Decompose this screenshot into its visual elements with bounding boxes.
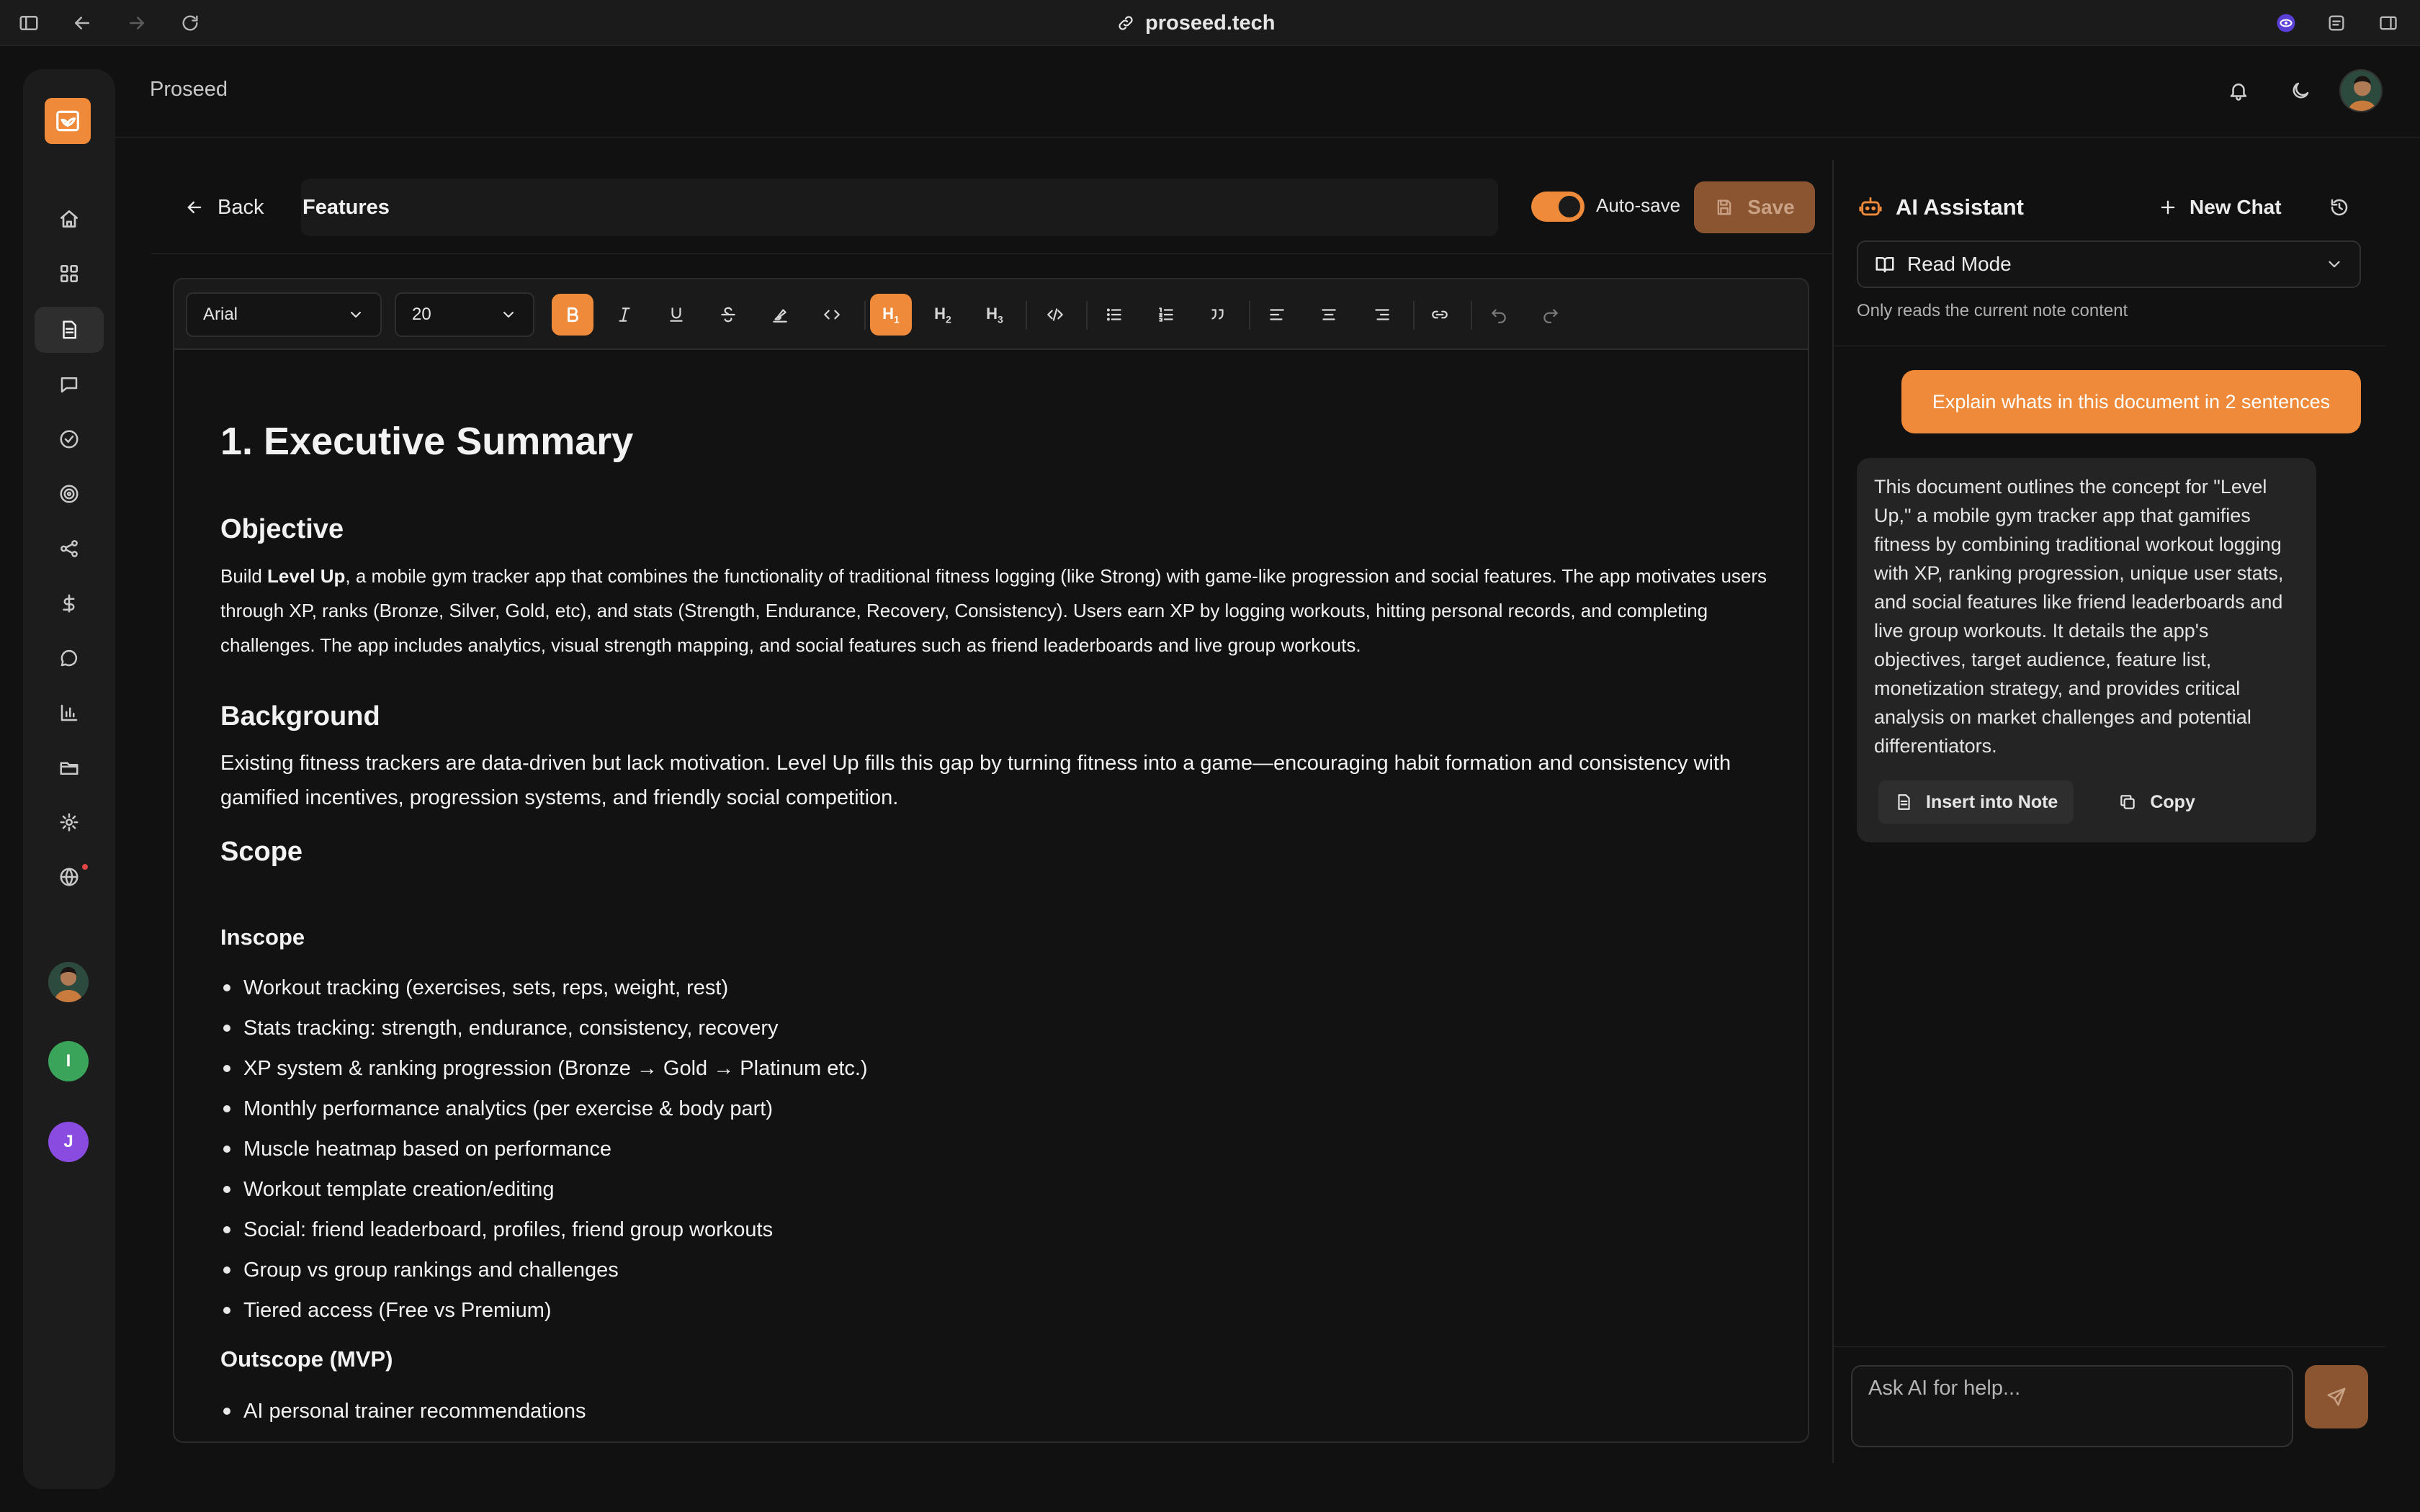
underline-icon bbox=[667, 305, 686, 324]
align-right-icon bbox=[1373, 305, 1392, 324]
font-size-select[interactable] bbox=[395, 292, 534, 337]
toolbar-divider bbox=[1413, 301, 1415, 330]
ai-response-text: This document outlines the concept for "Level Up," a mobile gym tracker app that gamifies fitness by combining traditional workout logging with XP, ranking progression, unique user stats, and social features like friend leaderboards and live group workouts. It details the app's objectives, target audience, feature list, monetization strategy, and provides critical analysis on market challenges and potential differentiators. bbox=[1874, 476, 2284, 757]
numbered-list-icon bbox=[1157, 305, 1175, 324]
redo-button[interactable] bbox=[1530, 294, 1572, 336]
ai-assistant-title: AI Assistant bbox=[1896, 194, 2025, 220]
quote-icon bbox=[1209, 305, 1227, 324]
mode-value: Read Mode bbox=[1907, 253, 2012, 275]
sidebar-item-files[interactable] bbox=[35, 744, 104, 791]
sidebar-item-chat[interactable] bbox=[35, 635, 104, 681]
doc-heading-1: 1. Executive Summary bbox=[220, 420, 634, 463]
list-item: Muscle heatmap based on performance bbox=[220, 1129, 868, 1169]
align-left-button[interactable] bbox=[1256, 294, 1298, 336]
insert-link-button[interactable] bbox=[1419, 294, 1461, 336]
sidebar-item-dashboard[interactable] bbox=[35, 251, 104, 297]
code-icon bbox=[823, 305, 841, 324]
moon-icon[interactable] bbox=[2285, 75, 2316, 107]
avatar-letter: J bbox=[63, 1132, 73, 1151]
ai-assistant-header bbox=[1858, 190, 2024, 225]
ai-input-divider bbox=[1834, 1346, 2385, 1347]
robot-icon bbox=[1858, 195, 1883, 220]
toolbar-divider bbox=[1026, 301, 1027, 330]
sidebar-item-messages[interactable] bbox=[35, 361, 104, 408]
inscope-heading: Inscope bbox=[220, 924, 305, 950]
new-chat-label: New Chat bbox=[2190, 196, 2282, 218]
level-up-bold: Level Up bbox=[267, 565, 346, 587]
toolbar-divider bbox=[864, 301, 866, 330]
toolbar-divider bbox=[1086, 301, 1088, 330]
sidebar-item-share[interactable] bbox=[35, 526, 104, 572]
insert-into-note-label: Insert into Note bbox=[1926, 791, 2058, 812]
save-button[interactable] bbox=[1694, 181, 1815, 233]
code-block-icon bbox=[1046, 305, 1065, 324]
address-bar[interactable] bbox=[1116, 9, 1276, 37]
sidebar-toggle-icon[interactable] bbox=[16, 10, 42, 36]
inscope-list bbox=[220, 968, 868, 1331]
copy-icon bbox=[2118, 793, 2137, 811]
chevron-down-icon bbox=[500, 306, 517, 323]
document-icon bbox=[58, 319, 80, 341]
objective-heading: Objective bbox=[220, 514, 344, 544]
app-logo[interactable] bbox=[45, 98, 91, 144]
list-item: XP system & ranking progression (Bronze → Gold → Platinum etc.) bbox=[220, 1048, 868, 1089]
target-icon bbox=[58, 483, 80, 505]
app-sidebar bbox=[23, 69, 115, 1489]
url-text: proseed.tech bbox=[1145, 11, 1276, 35]
list-item: Stats tracking: strength, endurance, consistency, recovery bbox=[220, 1008, 868, 1048]
undo-icon bbox=[1489, 305, 1508, 324]
list-item: Workout template creation/editing bbox=[220, 1169, 868, 1210]
align-right-button[interactable] bbox=[1361, 294, 1403, 336]
panel-divider bbox=[1832, 160, 1834, 1463]
save-label: Save bbox=[1747, 196, 1795, 218]
note-title-text: Features bbox=[302, 195, 390, 219]
notification-dot bbox=[82, 864, 88, 870]
highlight-button[interactable] bbox=[759, 294, 801, 336]
split-view-icon[interactable] bbox=[2375, 10, 2401, 36]
list-item: Workout tracking (exercises, sets, reps, weight, rest) bbox=[220, 968, 868, 1008]
rich-text-editor bbox=[173, 278, 1809, 1443]
back-arrow-icon[interactable] bbox=[69, 10, 95, 36]
user-avatar-j[interactable] bbox=[48, 1122, 89, 1162]
header-divider bbox=[115, 137, 2420, 138]
grid-icon bbox=[58, 262, 81, 285]
align-left-icon bbox=[1268, 305, 1286, 324]
italic-button[interactable] bbox=[604, 294, 645, 336]
formatting-toolbar bbox=[174, 279, 1808, 350]
heading-3-button[interactable] bbox=[974, 294, 1016, 336]
chevron-down-icon bbox=[347, 306, 364, 323]
autosave-label: Auto-save bbox=[1596, 194, 1681, 216]
toggle-knob bbox=[1559, 196, 1580, 217]
heading-3-icon: $H_3$ bbox=[986, 304, 1003, 325]
chevron-down-icon bbox=[2325, 255, 2344, 274]
avatar-letter: I bbox=[66, 1051, 71, 1071]
italic-icon bbox=[615, 305, 634, 324]
user-avatar-i[interactable] bbox=[48, 1041, 89, 1081]
bell-icon[interactable] bbox=[2223, 75, 2254, 107]
floppy-disk-icon bbox=[1714, 197, 1734, 217]
numbered-list-button[interactable] bbox=[1145, 294, 1187, 336]
extension-tabs-icon[interactable] bbox=[2323, 10, 2349, 36]
autosave-toggle[interactable] bbox=[1531, 192, 1585, 222]
list-item: Monthly performance analytics (per exercise & body part) bbox=[220, 1089, 868, 1129]
bold-button[interactable] bbox=[552, 294, 593, 336]
outscope-heading: Outscope (MVP) bbox=[220, 1346, 393, 1372]
ai-response-bubble bbox=[1857, 458, 2316, 842]
strikethrough-button[interactable] bbox=[707, 294, 749, 336]
app-title: Proseed bbox=[150, 78, 228, 101]
list-item: Tiered access (Free vs Premium) bbox=[220, 1290, 868, 1331]
copy-label: Copy bbox=[2150, 791, 2195, 812]
bullet-list-icon bbox=[1105, 305, 1124, 324]
sidebar-item-settings[interactable] bbox=[35, 799, 104, 845]
forward-arrow-icon[interactable] bbox=[124, 10, 150, 36]
chat-history-button[interactable] bbox=[2323, 192, 2355, 223]
sidebar-item-tasks[interactable] bbox=[35, 416, 104, 462]
browser-toolbar bbox=[0, 0, 2420, 46]
undo-button[interactable] bbox=[1478, 294, 1520, 336]
share-icon bbox=[58, 538, 80, 559]
redo-icon bbox=[1541, 305, 1560, 324]
extension-eye-icon[interactable] bbox=[2273, 10, 2299, 36]
insert-into-note-button[interactable] bbox=[1878, 780, 2074, 824]
link-icon bbox=[1430, 305, 1449, 324]
sidebar-item-notes[interactable] bbox=[35, 307, 104, 353]
back-label: Back bbox=[218, 195, 264, 219]
sidebar-item-home[interactable] bbox=[35, 196, 104, 242]
align-center-button[interactable] bbox=[1308, 294, 1350, 336]
inline-code-button[interactable] bbox=[811, 294, 853, 336]
chat-bubble-icon bbox=[58, 647, 80, 669]
list-item: Group vs group rankings and challenges bbox=[220, 1250, 868, 1290]
blockquote-button[interactable] bbox=[1197, 294, 1239, 336]
scope-heading: Scope bbox=[220, 837, 303, 867]
reload-icon[interactable] bbox=[177, 10, 203, 36]
editor-header-divider bbox=[151, 253, 1834, 254]
history-icon bbox=[2329, 197, 2350, 218]
note-title-input[interactable] bbox=[301, 179, 1498, 236]
heading-2-icon: $H_2$ bbox=[934, 304, 951, 325]
user-avatar-photo[interactable] bbox=[48, 962, 89, 1002]
bar-chart-icon bbox=[58, 702, 80, 724]
font-family-value: Arial bbox=[203, 305, 238, 324]
heading-2-button[interactable] bbox=[922, 294, 964, 336]
align-center-icon bbox=[1319, 305, 1338, 324]
background-paragraph: Existing fitness trackers are data-driven but lack motivation. Level Up fills this gap by turning fitness into a game—encouraging habit formation and consistency with gamified incentives, progression systems, and friendly social competition. bbox=[220, 752, 1731, 809]
mode-select[interactable] bbox=[1857, 240, 2361, 288]
heading-1-button[interactable] bbox=[870, 294, 912, 336]
bold-icon bbox=[563, 305, 582, 324]
list-item: AI personal trainer recommendations bbox=[220, 1391, 586, 1431]
background-heading: Background bbox=[220, 701, 380, 732]
mode-hint: Only reads the current note content bbox=[1857, 301, 2128, 320]
link-icon bbox=[1116, 14, 1135, 32]
outscope-list bbox=[220, 1391, 586, 1431]
gear-icon bbox=[58, 811, 80, 833]
send-button[interactable] bbox=[2305, 1365, 2368, 1428]
toolbar-divider bbox=[1471, 301, 1472, 330]
arrow-left-icon bbox=[184, 197, 205, 217]
user-message-bubble bbox=[1901, 370, 2361, 433]
dollar-icon bbox=[58, 593, 80, 614]
check-circle-icon bbox=[58, 428, 80, 450]
copy-button[interactable] bbox=[2102, 780, 2211, 824]
heading-1-icon: $H_1$ bbox=[882, 304, 900, 325]
underline-button[interactable] bbox=[655, 294, 697, 336]
home-icon bbox=[58, 207, 81, 230]
document-icon bbox=[1894, 793, 1913, 811]
strikethrough-icon bbox=[719, 305, 738, 324]
highlighter-icon bbox=[771, 305, 789, 324]
sidebar-item-analytics[interactable] bbox=[35, 690, 104, 736]
user-message-text: Explain whats in this document in 2 sentences bbox=[1932, 390, 2331, 413]
list-item: Social: friend leaderboard, profiles, friend group workouts bbox=[220, 1210, 868, 1250]
plus-icon bbox=[2158, 197, 2178, 217]
sidebar-item-web[interactable] bbox=[35, 854, 104, 900]
header-user-avatar[interactable] bbox=[2339, 69, 2383, 112]
font-size-value: 20 bbox=[412, 305, 431, 324]
send-icon bbox=[2326, 1386, 2347, 1408]
ai-response-actions bbox=[1878, 780, 2211, 824]
toolbar-divider bbox=[1249, 301, 1250, 330]
ask-ai-input[interactable] bbox=[1851, 1365, 2293, 1447]
sidebar-item-finance[interactable] bbox=[35, 580, 104, 626]
folder-icon bbox=[58, 757, 80, 778]
objective-paragraph: Build Level Up, a mobile gym tracker app that combines the functionality of traditional fitness logging (like Strong) with game-like progression and social features. The app motivates users through XP, ranks (Bronze, Silver, Gold, etc), and stats (Strength, Endurance, Recovery, Consistency). Users earn XP by logging workouts, hitting personal records, and completing challenges. The app includes analytics, visual strength mapping, and social features such as friend leaderboards and live group workouts. bbox=[220, 565, 1767, 656]
globe-icon bbox=[58, 866, 80, 888]
bullet-list-button[interactable] bbox=[1093, 294, 1135, 336]
sidebar-item-goals[interactable] bbox=[35, 471, 104, 517]
book-open-icon bbox=[1874, 253, 1896, 275]
code-block-button[interactable] bbox=[1034, 294, 1076, 336]
new-chat-button[interactable] bbox=[2158, 192, 2282, 223]
back-button[interactable] bbox=[184, 190, 264, 225]
font-family-select[interactable] bbox=[186, 292, 382, 337]
chat-square-icon bbox=[58, 374, 80, 395]
